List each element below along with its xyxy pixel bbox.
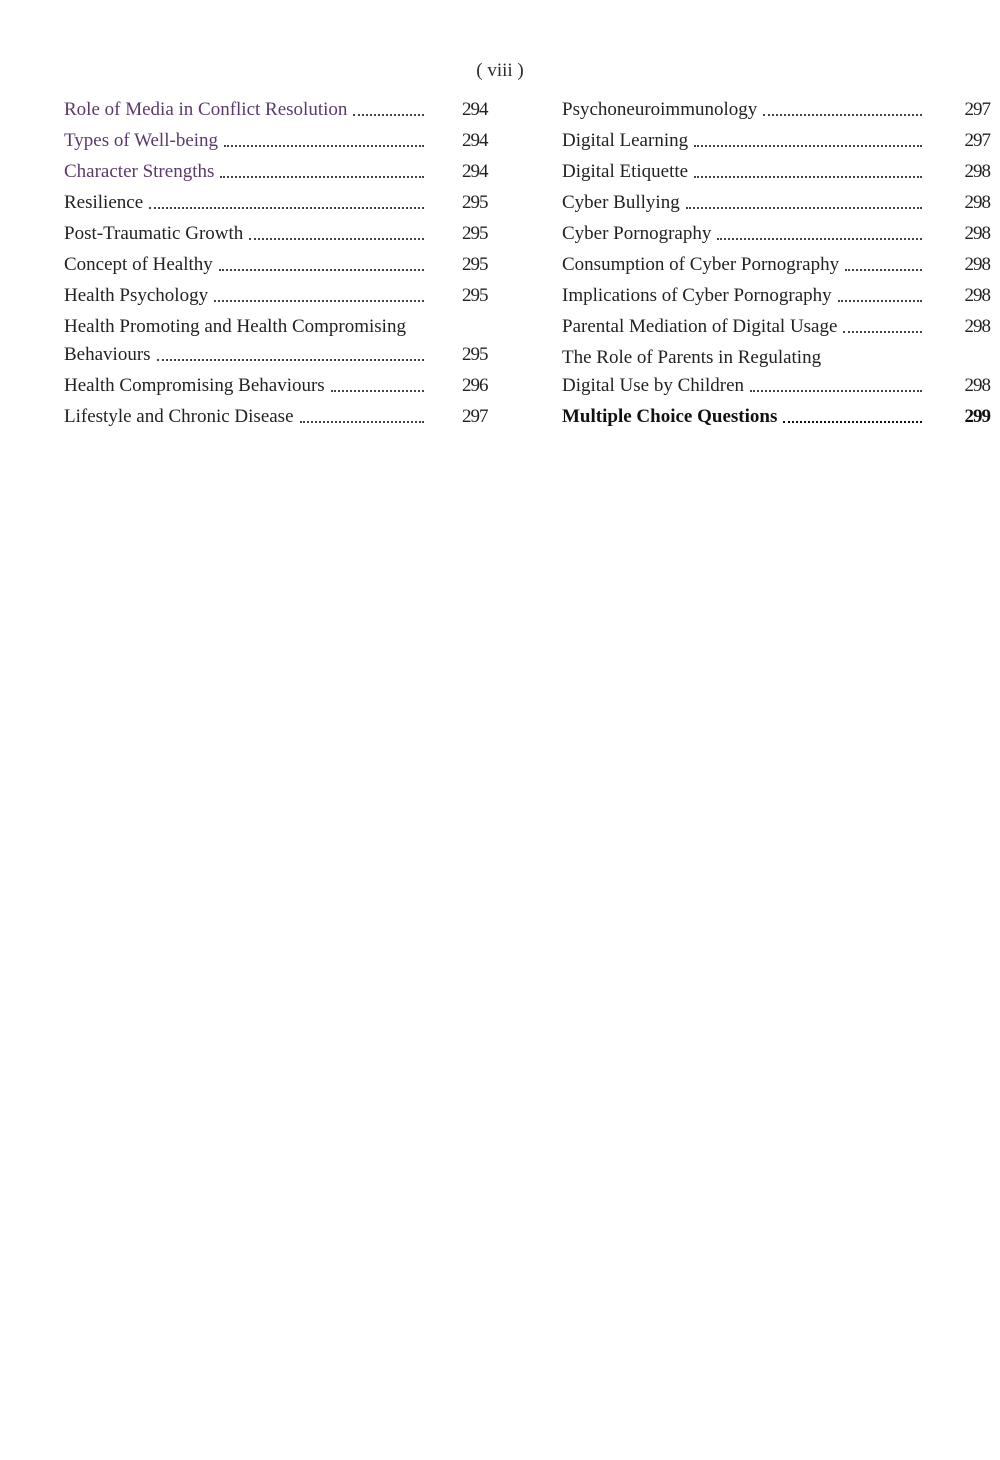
toc-entry-page: 295: [462, 285, 488, 306]
dot-leader: [219, 269, 424, 271]
toc-entry-title: Parental Mediation of Digital Usage: [562, 316, 838, 337]
toc-entry: [64, 282, 494, 310]
toc-entry-title: Digital Learning: [562, 130, 689, 151]
toc-entry: [562, 96, 990, 124]
toc-entry: [64, 158, 494, 186]
toc-entry: [562, 403, 990, 431]
toc-entry-title: Character Strengths: [64, 161, 215, 182]
toc-entry: [562, 344, 990, 400]
dot-leader: [353, 114, 424, 116]
toc-entry: [562, 158, 990, 186]
toc-entry-page: 294: [462, 161, 488, 182]
toc-entry: [64, 189, 494, 217]
dot-leader: [149, 207, 424, 209]
toc-entry: [64, 220, 494, 248]
dot-leader: [220, 176, 424, 178]
toc-left-column: [64, 96, 494, 434]
toc-entry: [562, 282, 990, 310]
toc-entry: [562, 251, 990, 279]
dot-leader: [694, 145, 922, 147]
toc-entry-page: 295: [462, 344, 488, 365]
toc-entry-title: Health Psychology: [64, 285, 209, 306]
toc-entry-title-line1: Health Promoting and Health Compromising: [64, 316, 406, 337]
toc-entry-page: 296: [462, 375, 488, 396]
dot-leader: [843, 331, 922, 333]
toc-entry-page: 295: [462, 192, 488, 213]
toc-entry-title: Consumption of Cyber Pornography: [562, 254, 840, 275]
toc-entry-page: 297: [964, 130, 990, 151]
toc-entry-page: 297: [964, 99, 990, 120]
toc-right-column: [562, 96, 990, 434]
toc-entry-page: 295: [462, 254, 488, 275]
toc-entry-title: Multiple Choice Questions: [562, 406, 778, 427]
toc-entry: [562, 127, 990, 155]
toc-entry: [562, 189, 990, 217]
toc-entry: [64, 127, 494, 155]
toc-entry-title: Cyber Bullying: [562, 192, 680, 213]
toc-entry-page: 298: [964, 161, 990, 182]
toc-entry-page: 298: [964, 223, 990, 244]
dot-leader: [694, 176, 922, 178]
dot-leader: [224, 145, 424, 147]
toc-entry: [64, 313, 494, 369]
toc-entry-page: 297: [462, 406, 488, 427]
dot-leader: [845, 269, 922, 271]
toc-entry-title-line2: Digital Use by Children: [562, 375, 745, 396]
dot-leader: [763, 114, 922, 116]
toc-entry-title: Psychoneuroimmunology: [562, 99, 758, 120]
toc-entry-title: Resilience: [64, 192, 144, 213]
dot-leader: [750, 390, 922, 392]
toc-entry: [64, 251, 494, 279]
dot-leader: [157, 359, 424, 361]
dot-leader: [214, 300, 424, 302]
toc-entry-page: 298: [964, 316, 990, 337]
toc-entry-title: Role of Media in Conflict Resolution: [64, 99, 348, 120]
dot-leader: [686, 207, 922, 209]
toc-entry-page: 294: [462, 99, 488, 120]
toc-entry-title: Lifestyle and Chronic Disease: [64, 406, 294, 427]
toc-entry-title: Post-Traumatic Growth: [64, 223, 244, 244]
toc-entry-title: Cyber Pornography: [562, 223, 712, 244]
toc-entry-page: 298: [964, 192, 990, 213]
toc-entry: [64, 96, 494, 124]
toc-entry-page: 299: [964, 406, 990, 427]
toc-entry-page: 294: [462, 130, 488, 151]
toc-entry-page: 298: [964, 285, 990, 306]
toc-entry-title: Types of Well-being: [64, 130, 219, 151]
toc-entry-title: Concept of Healthy: [64, 254, 213, 275]
toc-entry: [64, 372, 494, 400]
toc-entry-line: [64, 341, 494, 369]
toc-entry: [64, 403, 494, 431]
toc-entry-title: Digital Etiquette: [562, 161, 689, 182]
toc-entry-page: 298: [964, 375, 990, 396]
toc-entry-title: Implications of Cyber Pornography: [562, 285, 832, 306]
toc-entry-line: [562, 372, 990, 400]
toc-entry-page: 295: [462, 223, 488, 244]
dot-leader: [783, 421, 922, 423]
page-number: ( viii ): [476, 60, 524, 81]
toc-entry-page: 298: [964, 254, 990, 275]
dot-leader: [331, 390, 424, 392]
toc-entry-title-line1: The Role of Parents in Regulating: [562, 347, 822, 368]
dot-leader: [717, 238, 922, 240]
dot-leader: [838, 300, 922, 302]
toc-entry-title: Health Compromising Behaviours: [64, 375, 325, 396]
toc-entry: [562, 220, 990, 248]
toc-entry-title-line2: Behaviours: [64, 344, 151, 365]
toc-entry: [562, 313, 990, 341]
dot-leader: [249, 238, 424, 240]
dot-leader: [300, 421, 424, 423]
